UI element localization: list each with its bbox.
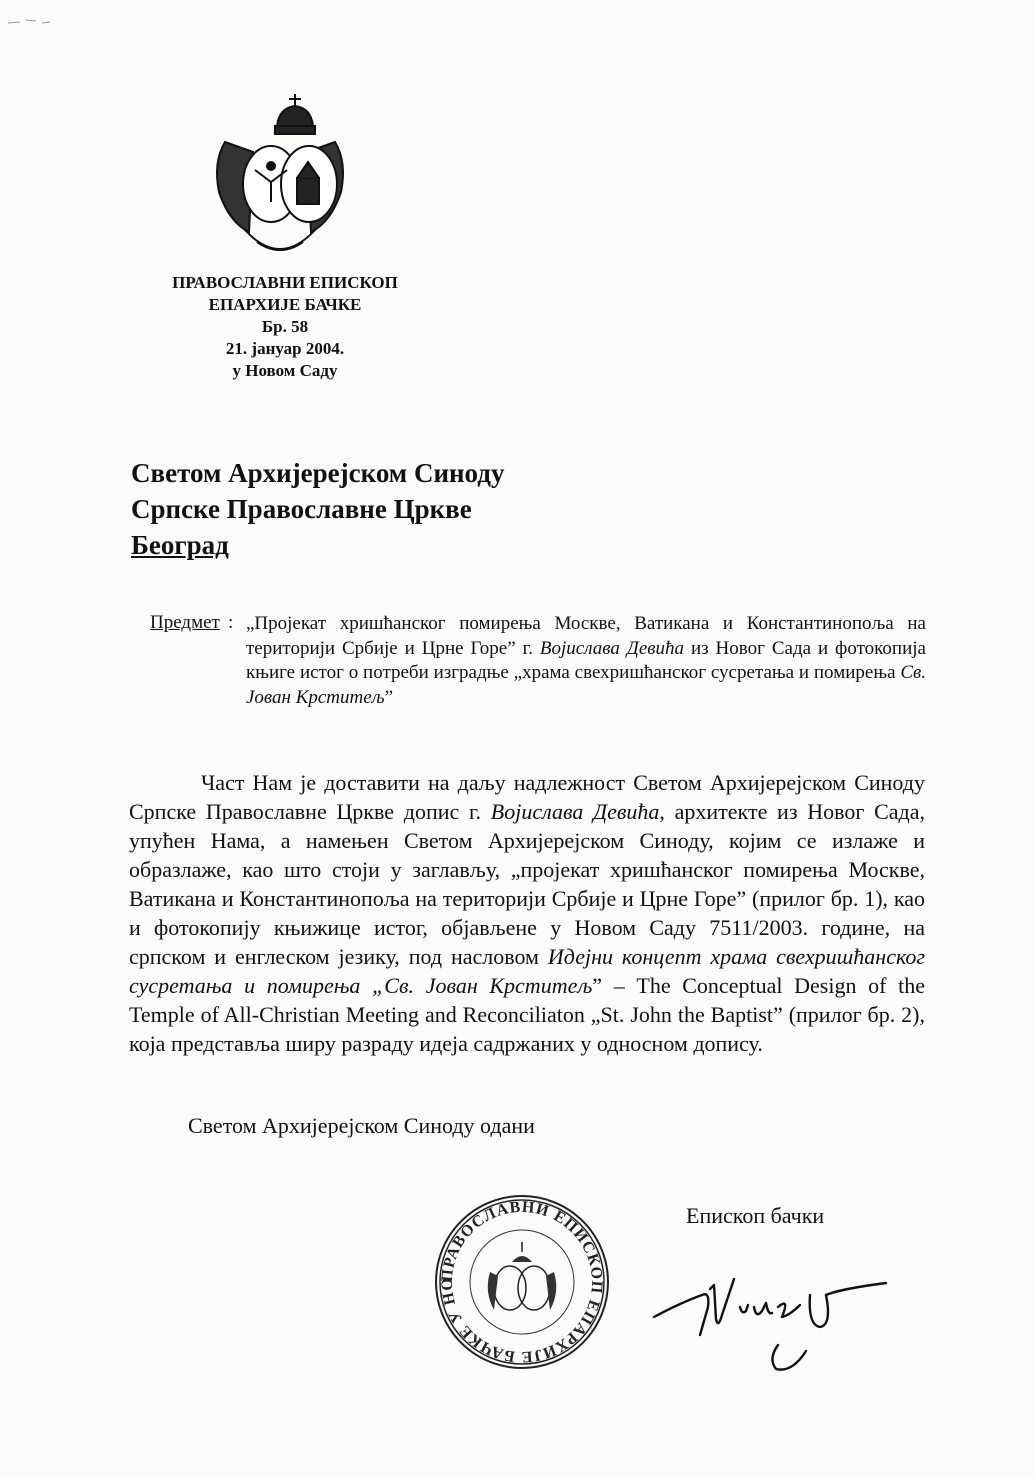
document-number: Бр. 58: [261, 317, 309, 336]
document-date: 21. јануар 2004.: [225, 339, 345, 358]
subject-part2: из Новог Сада и фотокопија књиге истог о потреби изградње „храма свехришћанског сусретања и помирења: [246, 637, 926, 683]
scan-mark: [6, 14, 66, 24]
body-text2: , архитекте из Новог Сада, упућен Нама, а намењен Светом Архијерејском Синоду, којим се излаже и образлаже, као што стоји у заглављу, „пројекат хришћанског помирења Москве, Ватикана и Константинопоља на територији Србије и Црне Горе” (прилог бр. 1), као и фотокопију књижице истог, објављене у Новом Саду 7511/2003. године, на српском и енглеском језику, под насловом: [129, 799, 926, 969]
diocesan-seal-icon: [432, 1192, 612, 1372]
subject-colon: :: [228, 612, 234, 633]
body-text3: ” – The Conceptual Design of the Temple of All-Christian Meeting and Reconciliaton „St. John the Baptist” (прилог бр. 2), која представља ширу разраду идеја садржаних у односном допису.: [129, 973, 925, 1056]
document-place: у Новом Саду: [232, 361, 338, 380]
bishop-title: Епископ бачки: [686, 1203, 825, 1228]
addressee-city: Београд: [131, 530, 229, 560]
header-line1: ПРАВОСЛАВНИ ЕПИСКОП: [172, 273, 398, 292]
subject-part3: ”: [384, 686, 393, 708]
subject-title: Св. Јован Крститељ: [246, 662, 926, 708]
seal-text: ПРАВОСЛАВНИ ЕПИСКОП ЕПАРХИЈЕ БАЧКЕ У НО: [438, 1198, 606, 1366]
header-line2: ЕПАРХИЈЕ БАЧКЕ: [208, 295, 362, 314]
body-book-title: Идејни концепт храма свехришћанског сусретања и помирења „Св. Јован Крститељ: [129, 944, 925, 998]
subject-text: [246, 612, 926, 710]
signature-icon: [650, 1255, 900, 1375]
subject-part1: „Пројекат хришћанског помирења Москве, Ватикана и Константинопоља на територији Србије и Црне Горе” г.: [246, 613, 926, 659]
addressee-line2: Српске Православне Цркве: [131, 494, 472, 524]
sender-header: [140, 272, 430, 382]
addressee-block: [131, 455, 504, 563]
closing-line: Светом Архијерејском Синоду одани: [188, 1113, 535, 1138]
diocese-crest-icon: [205, 92, 355, 272]
addressee-line1: Светом Архијерејском Синоду: [131, 458, 505, 488]
body-name: Војислава Девића: [490, 799, 660, 824]
subject-name: Војислава Девића: [539, 637, 685, 659]
body-text1: Част Нам је доставити на даљу надлежност Светом Архијерејском Синоду Српске Православне Цркве допис г.: [129, 770, 925, 824]
letter-body: [129, 768, 925, 1058]
subject-label: Предмет: [150, 612, 220, 633]
